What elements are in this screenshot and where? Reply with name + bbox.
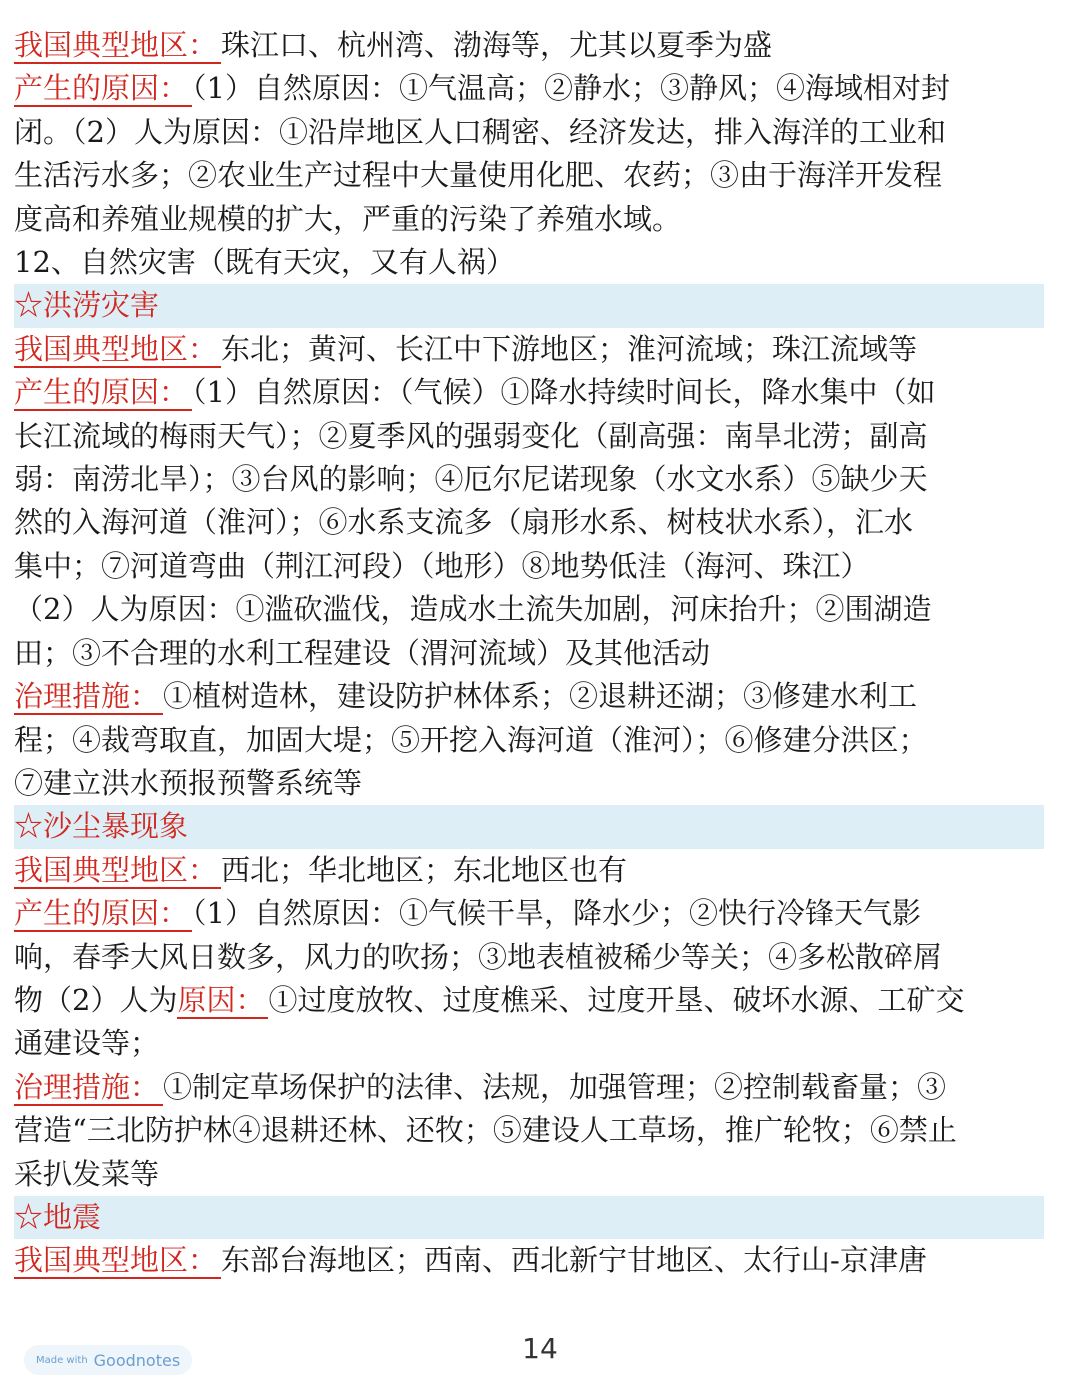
text-line xyxy=(14,501,1044,544)
text-line xyxy=(14,762,1044,805)
line-text: 采扒发菜等 xyxy=(14,1156,160,1191)
line-text: ⑦建立洪水预报预警系统等 xyxy=(14,765,363,800)
line-text: （1）自然原因：①气候干旱，降水少；②快行冷锋天气影 xyxy=(192,896,921,931)
text-line xyxy=(14,719,1044,762)
line-text: 东北；黄河、长江中下游地区；淮河流域；珠江流域等 xyxy=(221,331,918,366)
text-line xyxy=(14,24,1044,67)
line-text: 响，春季大风日数多，风力的吹扬；③地表植被稀少等关；④多松散碎屑 xyxy=(14,939,943,974)
field-label: 产生的原因： xyxy=(14,375,192,411)
text-line xyxy=(14,979,1044,1022)
field-label: 产生的原因： xyxy=(14,896,192,932)
document-body xyxy=(14,24,1044,1283)
line-text: （2）人为原因：①滥砍滥伐，造成水土流失加剧，河床抬升；②围湖造 xyxy=(14,592,932,627)
field-label: 治理措施： xyxy=(14,679,163,715)
line-text: ①制定草场保护的法律、法规，加强管理；②控制载畜量；③ xyxy=(163,1069,947,1104)
text-line xyxy=(14,111,1044,154)
text-line xyxy=(14,241,1044,284)
line-text: 然的入海河道（淮河）；⑥水系支流多（扇形水系、树枝状水系），汇水 xyxy=(14,505,914,540)
line-text: 通建设等； xyxy=(14,1026,160,1061)
text-line xyxy=(14,458,1044,501)
text-line xyxy=(14,1066,1044,1109)
line-text: 西北；华北地区；东北地区也有 xyxy=(221,852,628,887)
line-text: 营造“三北防护林④退耕还林、还牧；⑤建设人工草场，推广轮牧；⑥禁止 xyxy=(14,1113,957,1148)
text-line xyxy=(14,936,1044,979)
text-line xyxy=(14,1239,1044,1282)
text-line xyxy=(14,675,1044,718)
section-heading-flood xyxy=(14,284,1044,327)
goodnotes-logo-text: Goodnotes xyxy=(93,1350,181,1370)
page-number: 14 xyxy=(522,1332,558,1365)
section-title: ☆地震 xyxy=(14,1199,102,1234)
line-text: ①过度放牧、过度樵采、过度开垦、破坏水源、工矿交 xyxy=(268,982,965,1017)
text-line xyxy=(14,1109,1044,1152)
field-label: 我国典型地区： xyxy=(14,1243,221,1279)
text-line xyxy=(14,892,1044,935)
text-line xyxy=(14,154,1044,197)
line-text: 田；③不合理的水利工程建设（渭河流域）及其他活动 xyxy=(14,635,711,670)
section-title: ☆沙尘暴现象 xyxy=(14,809,189,844)
line-text: 东部台海地区；西南、西北新宁甘地区、太行山-京津唐 xyxy=(221,1243,927,1278)
text-line xyxy=(14,1153,1044,1196)
section-title: ☆洪涝灾害 xyxy=(14,288,160,323)
field-label: 我国典型地区： xyxy=(14,853,221,889)
text-line xyxy=(14,198,1044,241)
section-heading-earthquake xyxy=(14,1196,1044,1239)
line-text: 长江流域的梅雨天气）；②夏季风的强弱变化（副高强：南旱北涝；副高 xyxy=(14,418,928,453)
field-label: 产生的原因： xyxy=(14,71,192,107)
line-text: 珠江口、杭州湾、渤海等，尤其以夏季为盛 xyxy=(221,28,773,62)
text-line xyxy=(14,371,1044,414)
line-text: 生活污水多；②农业生产过程中大量使用化肥、农药；③由于海洋开发程 xyxy=(14,158,943,193)
line-text: 程；④裁弯取直，加固大堤；⑤开挖入海河道（淮河）；⑥修建分洪区； xyxy=(14,722,928,757)
field-label: 原因： xyxy=(177,983,268,1019)
section-heading-sandstorm xyxy=(14,805,1044,848)
line-text: （1）自然原因：（气候）①降水持续时间长，降水集中（如 xyxy=(192,375,936,410)
field-label: 治理措施： xyxy=(14,1070,163,1106)
line-text: （1）自然原因：①气温高；②静水；③静风；④海域相对封 xyxy=(192,71,950,106)
text-line xyxy=(14,849,1044,892)
text-line xyxy=(14,328,1044,371)
line-text: 集中；⑦河道弯曲（荆江河段）（地形）⑧地势低洼（海河、珠江） xyxy=(14,548,870,583)
line-text: ①植树造林，建设防护林体系；②退耕还湖；③修建水利工 xyxy=(163,679,918,714)
line-text: 弱：南涝北旱）；③台风的影响；④厄尔尼诺现象（水文水系）⑤缺少天 xyxy=(14,462,928,497)
text-line xyxy=(14,1022,1044,1065)
field-label: 我国典型地区： xyxy=(14,28,221,64)
made-with-text: Made with xyxy=(36,1354,88,1366)
text-line xyxy=(14,632,1044,675)
line-text: 度高和养殖业规模的扩大，严重的污染了养殖水域。 xyxy=(14,201,682,236)
line-text: 物（2）人为 xyxy=(14,982,178,1017)
text-line xyxy=(14,545,1044,588)
text-line xyxy=(14,415,1044,458)
line-text: 12、自然灾害（既有天灾，又有人祸） xyxy=(14,245,515,280)
field-label: 我国典型地区： xyxy=(14,332,221,368)
text-line xyxy=(14,67,1044,110)
text-line xyxy=(14,588,1044,631)
line-text: 闭。（2）人为原因：①沿岸地区人口稠密、经济发达，排入海洋的工业和 xyxy=(14,114,946,149)
